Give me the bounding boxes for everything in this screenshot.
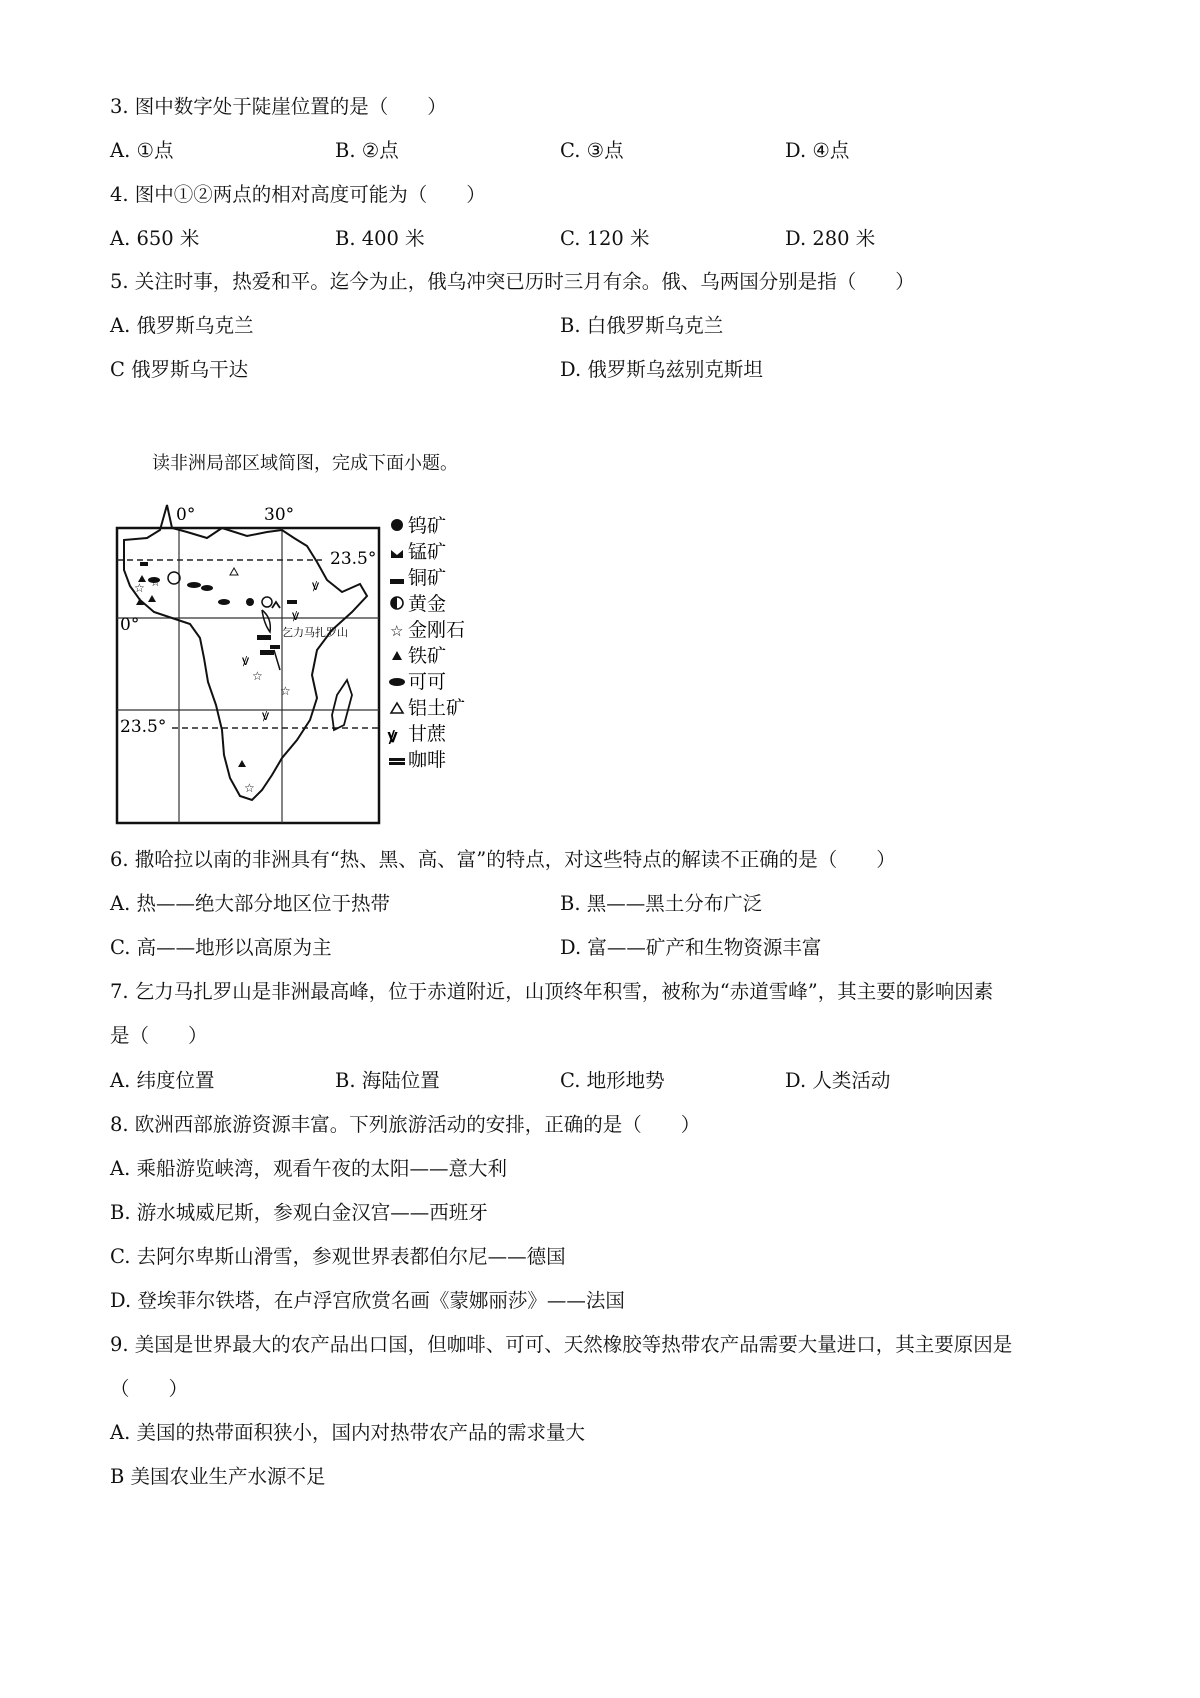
question-3-option-b: B. ②点 — [335, 139, 399, 162]
cocoa-icon — [187, 582, 201, 588]
madagascar-outline — [332, 680, 352, 730]
question-7-option-d: D. 人类活动 — [785, 1069, 891, 1092]
diamond-icon: ☆ — [150, 575, 161, 589]
legend-label-tungsten: 钨矿 — [408, 515, 447, 537]
legend-label-sugarcane: 甘蔗 — [408, 723, 447, 745]
question-8-stem: 8. 欧洲西部旅游资源丰富。下列旅游活动的安排，正确的是（ ） — [110, 1113, 701, 1136]
sugarcane-icon: ꝟ — [262, 708, 270, 724]
lake-victoria — [262, 610, 270, 632]
question-6-option-c: C. 高——地形以高原为主 — [110, 936, 332, 959]
diamond-icon: ☆ — [390, 622, 404, 640]
gold-icon — [262, 597, 272, 607]
cocoa-icon — [218, 599, 230, 605]
copper-icon — [260, 650, 274, 655]
question-8-option-a: A. 乘船游览峡湾，观看午夜的太阳——意大利 — [110, 1157, 507, 1180]
question-4-stem: 4. 图中①②两点的相对高度可能为（ ） — [110, 183, 486, 206]
gold-icon — [168, 572, 180, 584]
question-3-option-d: D. ④点 — [785, 139, 850, 162]
question-5-option-d: D. 俄罗斯乌兹别克斯坦 — [560, 358, 763, 381]
iron-icon — [238, 760, 246, 767]
legend-label-cocoa: 可可 — [408, 671, 447, 693]
question-4-option-a: A. 650 米 — [110, 227, 200, 250]
sugarcane-icon: ꝟ — [388, 726, 398, 747]
map-frame — [117, 528, 379, 823]
coffee-icon — [287, 600, 297, 604]
question-3-option-a: A. ①点 — [110, 139, 174, 162]
question-4-option-b: B. 400 米 — [335, 227, 425, 250]
bauxite-icon — [391, 703, 403, 713]
lat-label-south: 23.5° — [120, 717, 167, 737]
africa-map-svg — [112, 500, 532, 830]
question-6-option-d: D. 富——矿产和生物资源丰富 — [560, 936, 822, 959]
manganese-icon — [391, 550, 403, 558]
question-4-option-d: D. 280 米 — [785, 227, 876, 250]
legend-label-iron: 铁矿 — [408, 645, 447, 667]
question-7-option-a: A. 纬度位置 — [110, 1069, 215, 1092]
manganese-icon — [272, 602, 280, 608]
copper-icon — [140, 562, 148, 566]
map-intro: 读非洲局部区域简图，完成下面小题。 — [152, 453, 458, 474]
tungsten-icon — [391, 519, 403, 531]
bauxite-icon — [230, 568, 238, 575]
question-7-option-c: C. 地形地势 — [560, 1069, 665, 1092]
question-6-stem: 6. 撒哈拉以南的非洲具有“热、黑、高、富”的特点，对这些特点的解读不正确的是（ ） — [110, 848, 896, 871]
question-8-option-c: C. 去阿尔卑斯山滑雪，参观世界表都伯尔尼——德国 — [110, 1245, 566, 1268]
cocoa-icon — [201, 585, 213, 591]
legend-label-coffee: 咖啡 — [408, 749, 447, 771]
question-7-stem-line2: 是（ ） — [110, 1024, 208, 1047]
sugarcane-icon: ꝟ — [292, 608, 300, 624]
diamond-icon: ☆ — [134, 581, 145, 595]
diamond-icon: ☆ — [280, 684, 291, 698]
question-5-option-b: B. 白俄罗斯乌克兰 — [560, 314, 724, 337]
lat-label-equator: 0° — [120, 615, 140, 635]
lon-label-30: 30° — [264, 505, 295, 525]
copper-icon — [390, 579, 404, 584]
question-3-stem: 3. 图中数字处于陡崖位置的是（ ） — [110, 95, 447, 118]
coffee-icon — [270, 645, 280, 649]
tungsten-icon — [246, 598, 254, 606]
diamond-icon: ☆ — [244, 781, 255, 795]
africa-map — [112, 500, 532, 830]
question-7-option-b: B. 海陆位置 — [335, 1069, 440, 1092]
question-9-stem-line2: （ ） — [110, 1377, 189, 1400]
question-6-option-a: A. 热——绝大部分地区位于热带 — [110, 892, 390, 915]
question-7-stem-line1: 7. 乞力马扎罗山是非洲最高峰，位于赤道附近，山顶终年积雪，被称为“赤道雪峰”，其主要的影响因素 — [110, 980, 994, 1003]
lat-label-north: 23.5° — [330, 549, 377, 569]
map-legend — [387, 515, 465, 771]
question-9-option-a: A. 美国的热带面积狭小，国内对热带农产品的需求量大 — [110, 1421, 585, 1444]
lon-label-0: 0° — [176, 505, 196, 525]
copper-icon — [257, 635, 271, 640]
question-4-option-c: C. 120 米 — [560, 227, 650, 250]
question-3-option-c: C. ③点 — [560, 139, 624, 162]
diamond-icon: ☆ — [252, 669, 263, 683]
question-5-stem: 5. 关注时事，热爱和平。迄今为止，俄乌冲突已历时三月有余。俄、乌两国分别是指（ ） — [110, 270, 915, 293]
legend-label-gold: 黄金 — [408, 593, 447, 615]
question-5-option-c: C 俄罗斯乌干达 — [110, 358, 249, 381]
legend-label-manganese: 锰矿 — [408, 541, 447, 563]
cocoa-icon — [389, 678, 405, 686]
question-9-option-b: B 美国农业生产水源不足 — [110, 1465, 326, 1488]
question-8-option-d: D. 登埃菲尔铁塔，在卢浮宫欣赏名画《蒙娜丽莎》——法国 — [110, 1289, 625, 1312]
iron-icon — [148, 595, 156, 602]
question-8-option-b: B. 游水城威尼斯，参观白金汉宫——西班牙 — [110, 1201, 488, 1224]
question-6-option-b: B. 黑——黑土分布广泛 — [560, 892, 763, 915]
sugarcane-icon: ꝟ — [312, 578, 320, 594]
legend-label-bauxite: 铝土矿 — [408, 697, 466, 719]
iron-icon — [392, 651, 402, 660]
sugarcane-icon: ꝟ — [242, 653, 250, 669]
question-9-stem-line1: 9. 美国是世界最大的农产品出口国，但咖啡、可可、天然橡胶等热带农产品需要大量进口，其主要原因是 — [110, 1333, 1013, 1356]
legend-label-diamond: 金刚石 — [408, 619, 466, 641]
lake-tanganyika — [274, 650, 280, 670]
legend-label-copper: 铜矿 — [408, 567, 447, 589]
question-5-option-a: A. 俄罗斯乌克兰 — [110, 314, 254, 337]
kilimanjaro-label: 乞力马扎罗山 — [282, 626, 348, 639]
